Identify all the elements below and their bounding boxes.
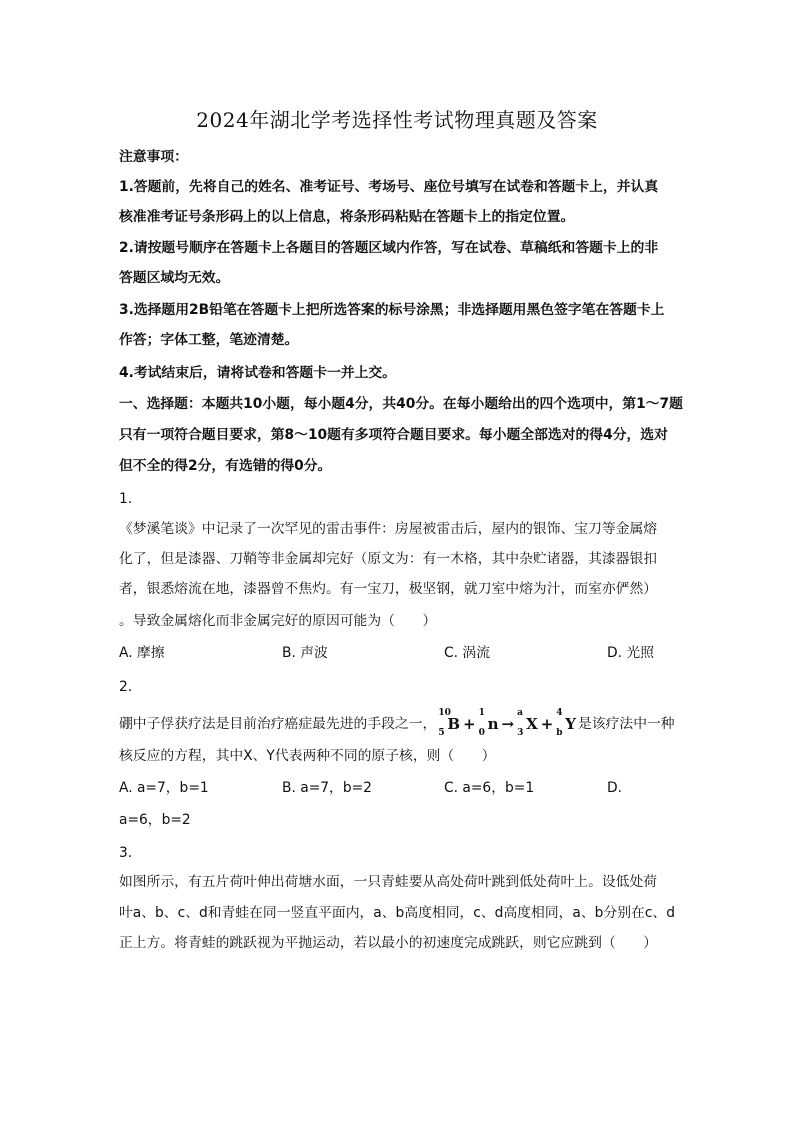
q1-line3: 者，银悉熔流在地，漆器曾不焦灼。有一宝刀，极坚钢，就刀室中熔为汁，而室亦俨然） [119,581,658,597]
nuclide-boron [438,708,461,738]
section1-line3: 但不全的得2分，有选错的得0分。 [119,458,332,474]
q2-option-d: D. [607,780,623,796]
nuclide-x [517,708,538,738]
q1-option-c: C. 涡流 [444,645,490,661]
section1-line2: 只有一项符合题目要求，第8～10题有多项符合题目要求。每小题全部选对的得4分，选对 [119,427,668,443]
reaction-arrow: → [501,715,515,733]
boron-symbol: B [447,715,461,733]
x-symbol: X [526,715,538,733]
notice-heading: 注意事项： [119,149,188,165]
notice-item1-line2: 核准准考证号条形码上的以上信息，将条形码粘贴在答题卡上的指定位置。 [119,209,575,225]
x-mass-number: a [517,708,523,718]
q2-line1 [119,708,675,738]
neutron-symbol: n [487,715,499,733]
y-symbol: Y [565,715,577,733]
q3-line1: 如图所示，有五片荷叶伸出荷塘水面，一只青蛙要从高处荷叶跳到低处荷叶上。设低处荷 [119,874,658,890]
y-charge-number: b [556,728,563,738]
x-charge-number: 3 [517,728,524,738]
y-mass-number: 4 [556,708,563,718]
q1-option-d: D. 光照 [607,645,654,661]
boron-charge-number: 5 [438,728,445,738]
notice-item2-line1: 2.请按题号顺序在答题卡上各题目的答题区域内作答，写在试卷、草稿纸和答题卡上的非 [119,240,659,256]
notice-item2-line2: 答题区域均无效。 [119,270,230,286]
notice-item4: 4.考试结束后，请将试卷和答题卡一并上交。 [119,365,396,381]
nuclide-y [556,708,577,738]
page-title: 2024年湖北学考选择性考试物理真题及答案 [196,108,598,132]
boron-mass-number: 10 [438,708,451,718]
neutron-mass-number: 1 [478,708,485,718]
plus-sign-2: + [540,715,554,733]
q2-number: 2. [119,679,133,695]
notice-item3-line2: 作答；字体工整，笔迹清楚。 [119,332,299,348]
q3-line3: 正上方。将青蛙的跳跃视为平抛运动，若以最小的初速度完成跳跃，则它应跳到（ ） [119,935,658,951]
neutron-charge-number: 0 [478,728,485,738]
q2-line2: 核反应的方程，其中X、Y代表两种不同的原子核，则（ ） [119,748,496,764]
section1-line1: 一、选择题：本题共10小题，每小题4分，共40分。在每小题给出的四个选项中，第1～7题 [119,396,683,412]
q2-text-after-formula: 是该疗法中一种 [578,716,675,732]
q3-line2: 叶a、b、c、d和青蛙在同一竖直平面内，a、b高度相同，c、d高度相同，a、b分别在c、d [119,905,675,921]
q2-option-b: B. a=7，b=2 [282,780,372,796]
q1-line1: 《梦溪笔谈》中记录了一次罕见的雷击事件：房屋被雷击后，屋内的银饰、宝刀等金属熔 [119,521,658,537]
q2-text-before-formula: 硼中子俘获疗法是目前治疗癌症最先进的手段之一， [119,716,437,732]
q1-option-b: B. 声波 [282,645,328,661]
q1-line4: 。导致金属熔化而非金属完好的原因可能为（ ） [119,613,437,629]
plus-sign: + [463,715,476,733]
q1-option-a: A. 摩擦 [119,645,165,661]
q2-option-a: A. a=7，b=1 [119,780,209,796]
nuclear-equation [438,708,577,738]
q2-option-c: C. a=6，b=1 [444,780,535,796]
nuclide-neutron [478,708,499,738]
q3-number: 3. [119,845,133,861]
notice-item3-line1: 3.选择题用2B铅笔在答题卡上把所选答案的标号涂黑；非选择题用黑色签字笔在答题卡上 [119,302,665,318]
notice-item1-line1: 1.答题前，先将自己的姓名、准考证号、考场号、座位号填写在试卷和答题卡上，并认真 [119,179,659,195]
q1-line2: 化了，但是漆器、刀鞘等非金属却完好（原文为：有一木格，其中杂贮诸器，其漆器银扣 [119,551,658,567]
q2-option-d-value: a=6，b=2 [119,812,191,828]
q1-number: 1. [119,491,133,507]
